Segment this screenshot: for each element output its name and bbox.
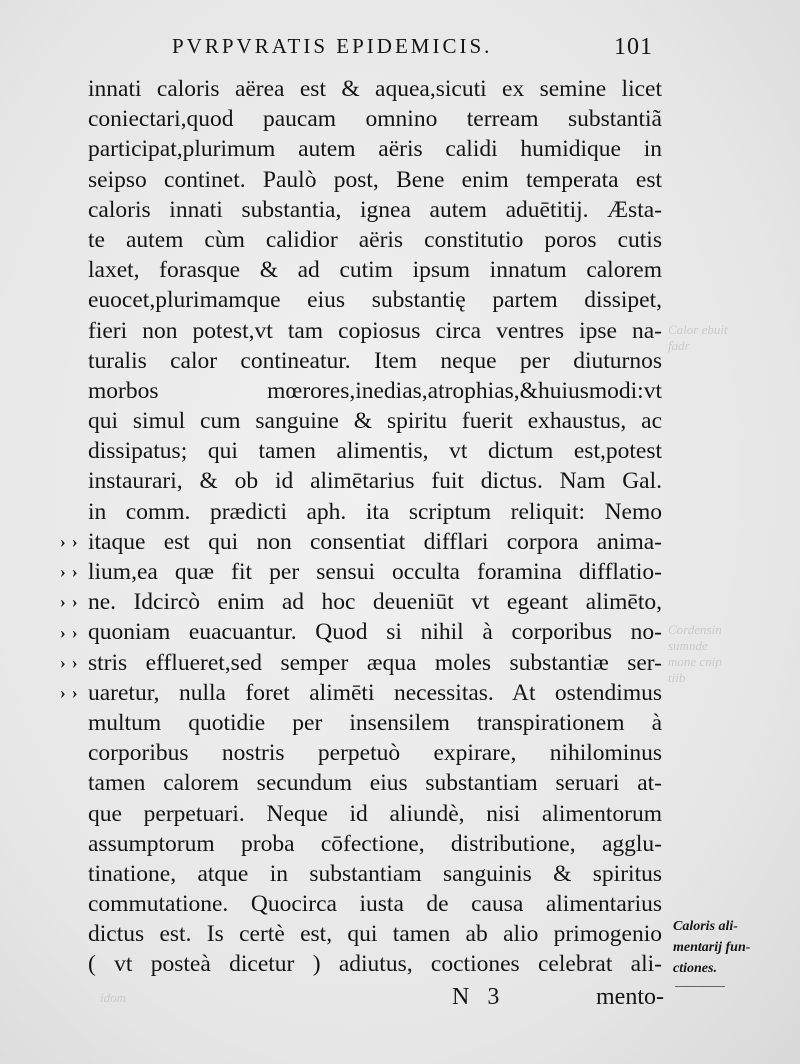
- text-line: tinatione, atque in substantiam sanguinis & spiritus: [88, 860, 662, 887]
- marginal-note-line: ctiones.: [673, 961, 717, 976]
- show-through-text: Calor ebuit fadr: [668, 322, 728, 353]
- page-number: 101: [614, 34, 653, 60]
- text-line: qui simul cum sanguine & spiritu fuerit exhaustus, ac: [88, 408, 662, 435]
- text-line: caloris innati substantia, ignea autem aduētitij. Æsta-: [88, 196, 662, 223]
- text-line: instaurari, & ob id alimētarius fuit dictus. Nam Gal.: [88, 468, 662, 495]
- marginal-rule: [675, 986, 725, 987]
- text-line: turalis calor contineatur. Item neque per diuturnos: [88, 347, 662, 374]
- quotation-mark: › ›: [60, 622, 79, 642]
- text-line: quoniam euacuantur. Quod si nihil à corporibus no-: [88, 619, 662, 646]
- marginal-note: [673, 916, 783, 979]
- text-line: fieri non potest,vt tam copiosus circa ventres ipse na-: [88, 317, 662, 344]
- text-line: participat,plurimum autem aëris calidi humidique in: [88, 136, 662, 163]
- text-line: uaretur, nulla foret alimēti necessitas. At ostendimus: [88, 679, 662, 706]
- main-text-block: [88, 74, 662, 980]
- marginal-note-line: Caloris ali-: [673, 919, 738, 934]
- text-line: lium,ea quæ fit per sensui occulta foramina difflatio-: [88, 559, 662, 585]
- text-line: laxet, forasque & ad cutim ipsum innatum calorem: [88, 257, 662, 284]
- marginal-note-line: mentarij fun-: [673, 940, 751, 955]
- show-through-text: Cordensin sumnde mone cnip tiib: [668, 622, 722, 685]
- page-footer: [452, 984, 664, 1014]
- quotation-mark: › ›: [60, 652, 79, 672]
- text-line: assumptorum proba cōfectione, distributione, agglu-: [88, 830, 662, 857]
- show-through-text: idom: [100, 990, 126, 1005]
- running-head: PVRPVRATIS EPIDEMICIS.: [172, 34, 493, 58]
- text-line: dictus est. Is certè est, qui tamen ab alio primogenio: [88, 921, 662, 948]
- text-line: in comm. prædicti aph. ita scriptum reliquit: Nemo: [88, 498, 662, 525]
- quotation-mark: › ›: [60, 592, 79, 612]
- text-line: morbos mœrores,inedias,atrophias,&huiusmodi:vt: [88, 377, 662, 404]
- text-line: te autem cùm calidior aëris constitutio poros cutis: [88, 226, 662, 253]
- text-line: ( vt posteà dicetur ) adiutus, coctiones celebrat ali-: [88, 951, 662, 978]
- text-line: tamen calorem secundum eius substantiam seruari at-: [88, 770, 662, 797]
- catchword: mento-: [596, 984, 664, 1010]
- quotation-mark: › ›: [60, 532, 79, 551]
- text-line: euocet,plurimamque eius substantię partem dissipet,: [88, 287, 662, 314]
- text-line: coniectari,quod paucam omnino terream substantiã: [88, 106, 662, 133]
- quotation-mark: › ›: [60, 683, 79, 702]
- signature-mark: N 3: [452, 984, 506, 1010]
- quotation-mark: › ›: [60, 562, 79, 582]
- text-line: seipso continet. Paulò post, Bene enim temperata est: [88, 166, 662, 193]
- text-line: itaque est qui non consentiat difflari corpora anima-: [88, 528, 662, 555]
- text-line: commutatione. Quocirca iusta de causa alimentarius: [88, 891, 662, 918]
- text-line: stris efflueret,sed semper æqua moles substantiæ ser-: [88, 649, 662, 676]
- text-line: corporibus nostris perpetuò expirare, nihilominus: [88, 740, 662, 767]
- text-line: multum quotidie per insensilem transpirationem à: [88, 709, 662, 736]
- text-line: ne. Idcircò enim ad hoc deueniūt vt egeant alimēto,: [88, 589, 662, 616]
- text-line: innati caloris aërea est & aquea,sicuti ex semine licet: [88, 76, 662, 102]
- text-line: dissipatus; qui tamen alimentis, vt dictum est,potest: [88, 438, 662, 465]
- text-line: que perpetuari. Neque id aliundè, nisi alimentorum: [88, 800, 662, 827]
